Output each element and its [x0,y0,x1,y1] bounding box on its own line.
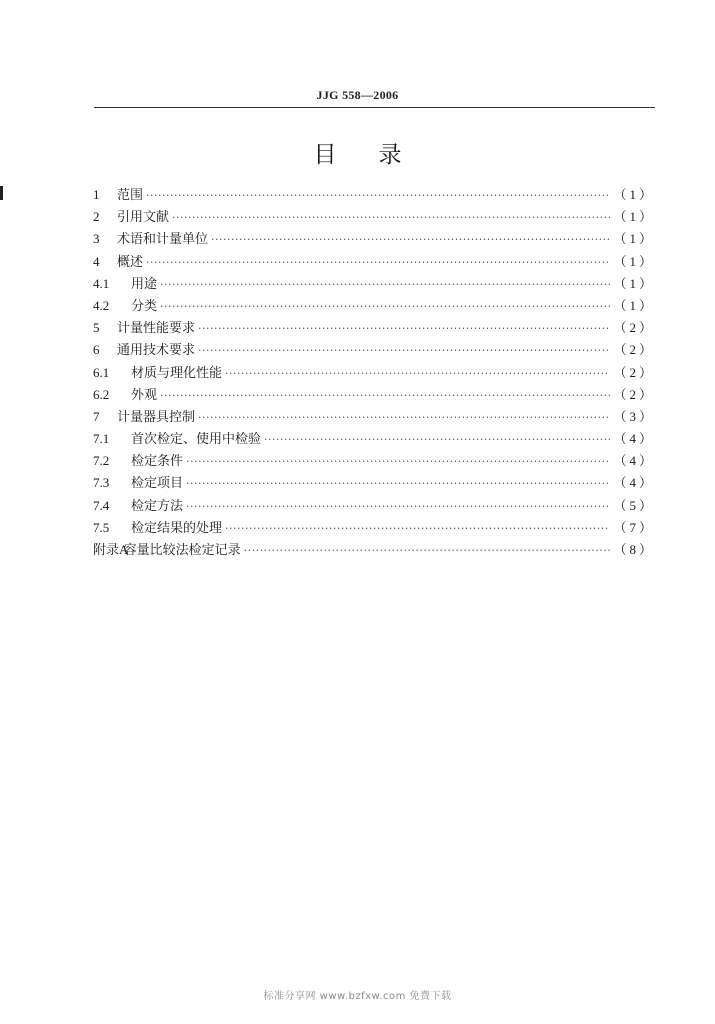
toc-entry [93,295,655,317]
toc-entry-page: （1） [613,231,655,247]
toc-entry [93,384,655,406]
toc-entry-title: 检定结果的处理 [131,520,223,536]
toc-entry-page: （5） [613,497,655,513]
toc-entry-number: 4 [93,253,100,269]
toc-entry-number: 7.3 [93,475,110,491]
toc-entry [93,339,655,361]
toc-leader-dots [146,185,610,207]
toc-leader-dots [186,496,610,518]
toc-entry [93,184,655,206]
toc-entry-number: 1 [93,187,100,202]
toc-entry [93,317,655,339]
toc-entry-title: 分类 [131,298,158,314]
toc-leader-dots [186,473,610,495]
toc-entry-number: 7.1 [93,431,110,447]
toc-entry-title: 外观 [131,387,158,403]
toc-entry-page: （3） [613,408,655,424]
toc-entry [93,406,655,428]
toc-entry-title: 首次检定、使用中检验 [131,432,262,448]
toc-entry-appendix [93,539,655,561]
toc-entry [93,228,655,250]
toc-entry-number: 7.2 [93,453,110,469]
toc-leader-dots [160,296,610,318]
toc-leader-dots [244,540,611,562]
toc-leader-dots [186,451,610,473]
toc-entry-page: （4） [613,453,655,469]
toc-entry-title: 检定方法 [131,498,184,514]
toc-entry [93,472,655,494]
toc-entry-page: （1） [613,187,655,202]
toc-entry-page: （8） [613,542,655,557]
toc-entry-title: 计量性能要求 [117,321,196,337]
toc-entry-number: 6.1 [93,364,110,380]
toc-entry-page: （4） [613,475,655,491]
toc-entry-title: 引用文献 [117,210,170,226]
toc-entry-title: 检定条件 [131,454,184,470]
toc-entry-title: 概述 [117,254,144,270]
toc-entry-number: 4.1 [93,275,110,291]
toc-entry-page: （7） [613,519,655,535]
toc-leader-dots [172,207,610,229]
table-of-contents [93,184,655,561]
standard-code-header: JJG 558—2006 [316,88,399,102]
toc-entry-page: （1） [613,253,655,269]
toc-entry [93,206,655,228]
toc-entry [93,495,655,517]
toc-entry [93,362,655,384]
toc-entry-title: 容量比较法检定记录 [123,543,241,558]
toc-entry-page: （1） [613,209,655,225]
toc-leader-dots [225,363,610,385]
toc-entry-title: 范围 [117,188,144,203]
toc-title: 目录 [313,142,444,168]
toc-entry-number: 附录A [93,542,129,557]
toc-leader-dots [160,274,610,296]
toc-entry-page: （2） [613,342,655,358]
scan-margin-mark [0,186,3,200]
toc-entry-number: 6 [93,342,100,358]
toc-leader-dots [198,318,610,340]
toc-entry [93,273,655,295]
toc-entry-page: （2） [613,364,655,380]
toc-entry-title: 术语和计量单位 [117,232,209,248]
toc-entry-page: （1） [613,297,655,313]
toc-entry-page: （2） [613,386,655,402]
toc-entry [93,450,655,472]
toc-leader-dots [198,340,610,362]
toc-leader-dots [146,252,610,274]
footer-watermark: 标准分享网 www.bzfxw.com 免费下载 [263,991,452,1002]
toc-entry-number: 2 [93,209,100,225]
toc-entry-page: （2） [613,320,655,336]
toc-leader-dots [225,518,610,540]
toc-leader-dots [211,229,610,251]
toc-entry-page: （4） [613,431,655,447]
toc-entry-number: 7 [93,408,100,424]
toc-entry-title: 材质与理化性能 [131,365,223,381]
toc-entry [93,517,655,539]
toc-entry-title: 通用技术要求 [117,343,196,359]
toc-entry-number: 3 [93,231,100,247]
toc-leader-dots [160,385,610,407]
toc-entry-page: （1） [613,275,655,291]
toc-entry-number: 7.4 [93,497,110,513]
toc-entry-title: 用途 [131,276,158,292]
toc-entry-number: 6.2 [93,386,110,402]
toc-entry [93,428,655,450]
toc-entry-number: 7.5 [93,519,110,535]
toc-entry-number: 4.2 [93,297,110,313]
toc-entry-number: 5 [93,320,100,336]
toc-leader-dots [198,407,610,429]
toc-entry-title: 检定项目 [131,476,184,492]
toc-entry-title: 计量器具控制 [117,409,196,425]
toc-entry [93,251,655,273]
header-rule [94,107,655,108]
toc-leader-dots [264,429,610,451]
